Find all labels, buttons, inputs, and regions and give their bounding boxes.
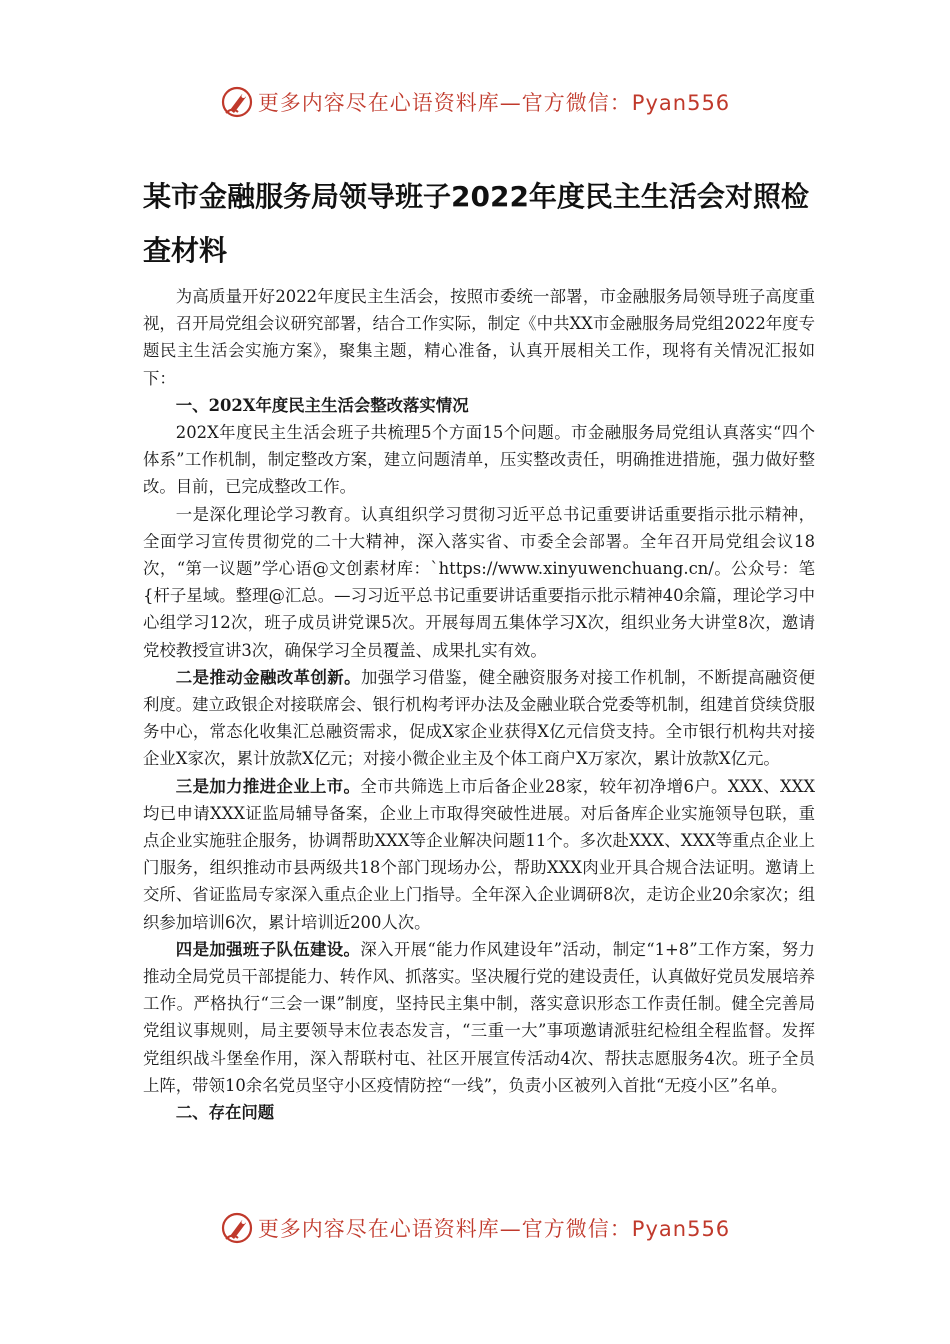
footer-banner-text: 更多内容尽在心语资料库—官方微信：Pyan556 xyxy=(257,1217,731,1241)
item-1-paragraph: 一是深化理论学习教育。认真组织学习贯彻习近平总书记重要讲话重要指示批示精神，全面学习宣传贯彻党的二十大精神，深入落实省、市委全会部署。全年召开局党组会议18次，“第一议题”学心语@文创素材库：`https://www.xinyuwenchuang.cn/。公众号：笔{杆子星域。整理@汇总。—习习近平总书记重要讲话重要指示批示精神40余篇，理论学习中心组学习12次，班子成员讲党课5次。开展每周五集体学习X次，组织业务大讲堂8次，邀请党校教授宣讲3次，确保学习全员覆盖、成果扎实有效。 xyxy=(143,504,815,660)
page-title: 某市金融服务局领导班子2022年度民主生活会对照检查材料 xyxy=(143,180,809,267)
item-3-paragraph xyxy=(143,773,815,936)
footer-banner xyxy=(0,1208,950,1248)
item-2-paragraph xyxy=(143,664,815,773)
item-4-paragraph xyxy=(143,936,815,1099)
item-2-lead: 二是推动金融改革创新。 xyxy=(175,667,361,687)
item-3-body: 全市共筛选上市后备企业28家，较年初净增6户。XXX、XXX均已申请XXX证监局辅导备案，企业上市取得突破性进展。对后备库企业实施领导包联，重点企业实施驻企服务，协调帮助XXX等企业解决问题11个。多次赴XXX、XXX等重点企业上门服务，组织推动市县两级共18个部门现场办公，帮助XXX肉业开具合规合法证明。邀请上交所、省证监局专家深入重点企业上门指导。全年深入企业调研8次，走访企业20余家次；组织参加培训6次，累计培训近200人次。 xyxy=(143,776,816,932)
item-4-lead: 四是加强班子队伍建设。 xyxy=(175,939,361,959)
item-4-body: 深入开展“能力作风建设年”活动，制定“1+8”工作方案，努力推动全局党员干部提能力、转作风、抓落实。坚决履行党的建设责任，认真做好党员发展培养工作。严格执行“三会一课”制度，坚持民主集中制，落实意识形态工作责任制。健全完善局党组议事规则，局主要领导末位表态发言，“三重一大”事项邀请派驻纪检组全程监督。发挥党组织战斗堡垒作用，深入帮联村屯、社区开展宣传活动4次、帮扶志愿服务4次。班子全员上阵，带领10余名党员坚守小区疫情防控“一线”，负责小区被列入首批“无疫小区”名单。 xyxy=(143,939,816,1095)
pen-nib-logo-icon xyxy=(220,1211,254,1245)
section-heading-2: 二、存在问题 xyxy=(175,1103,275,1123)
header-banner-text: 更多内容尽在心语资料库—官方微信：Pyan556 xyxy=(257,91,731,115)
section1-summary: 202X年度民主生活会班子共梳理5个方面15个问题。市金融服务局党组认真落实“四个体系”工作机制，制定整改方案，建立问题清单，压实整改责任，明确推进措施，强力做好整改。目前，已完成整改工作。 xyxy=(143,423,815,497)
header-banner xyxy=(0,82,950,122)
document-body xyxy=(143,283,815,1126)
item-3-lead: 三是加力推进企业上市。 xyxy=(175,776,361,796)
intro-paragraph: 为高质量开好2022年度民主生活会，按照市委统一部署，市金融服务局领导班子高度重视，召开局党组会议研究部署，结合工作实际，制定《中共XX市金融服务局党组2022年度专题民主生活会实施方案》，聚集主题，精心准备，认真开展相关工作，现将有关情况汇报如下： xyxy=(143,287,815,388)
item-2-body: 加强学习借鉴，健全融资服务对接工作机制，不断提高融资便利度。建立政银企对接联席会、银行机构考评办法及金融业联合党委等机制，组建首贷续贷服务中心，常态化收集汇总融资需求，促成X家企业获得X亿元信贷支持。全市银行机构共对接企业X家次，累计放款X亿元；对接小微企业主及个体工商户X万家次，累计放款X亿元。 xyxy=(143,667,816,769)
section-heading-1: 一、202X年度民主生活会整改落实情况 xyxy=(175,395,469,415)
pen-nib-logo-icon xyxy=(220,85,254,119)
